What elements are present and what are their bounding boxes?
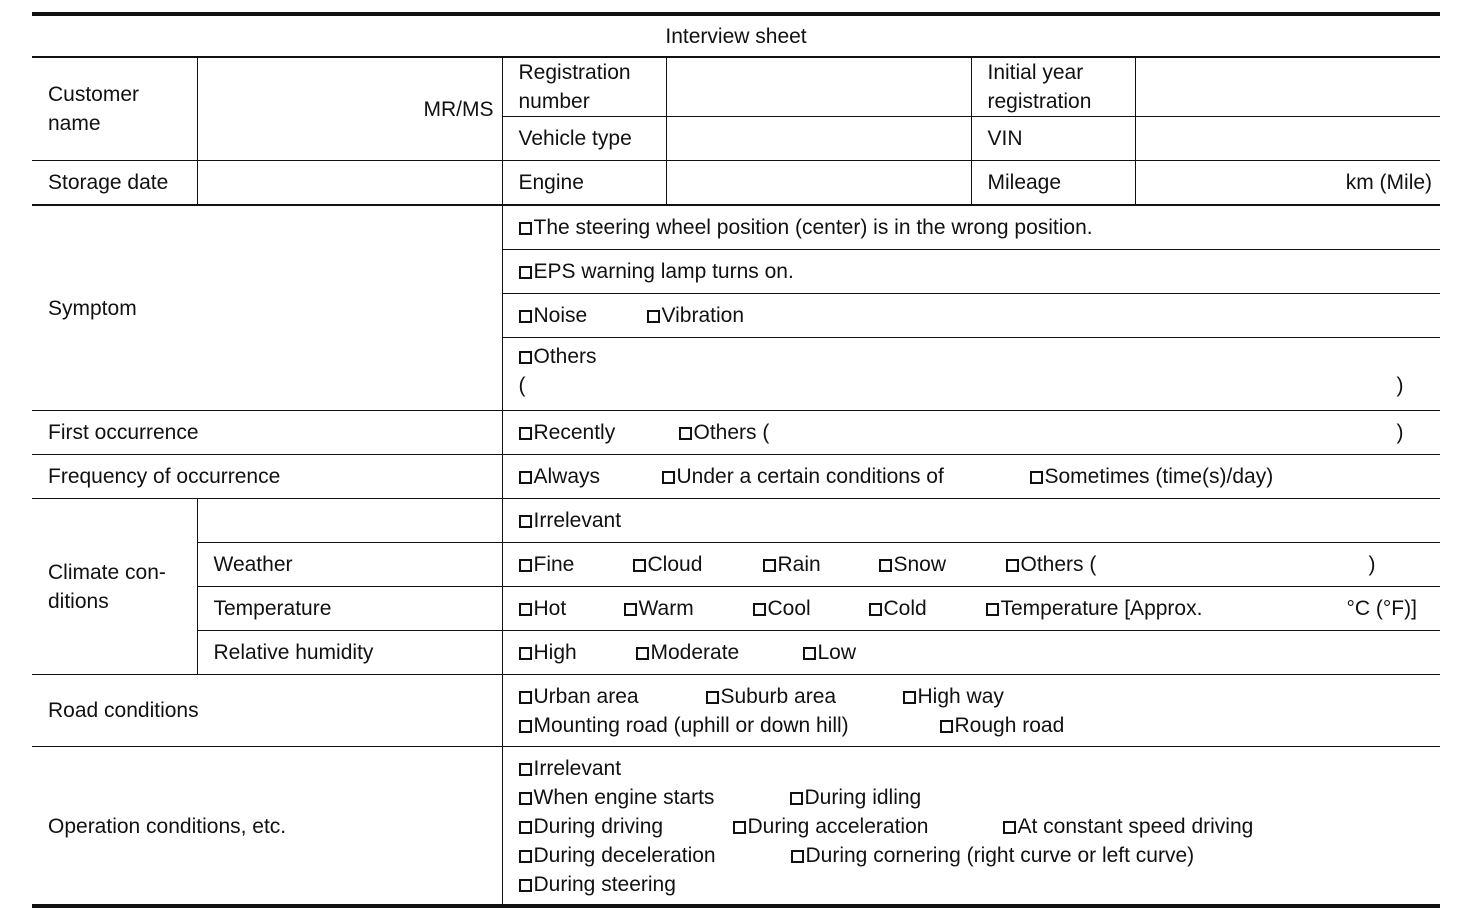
option-label: During acceleration (747, 815, 929, 839)
option-label: The steering wheel position (center) is in the wrong position. (533, 216, 1093, 239)
checkbox[interactable] (519, 310, 532, 323)
option-label: Mounting road (uphill or down hill) (533, 713, 849, 737)
operation-cornering[interactable] (791, 841, 1195, 870)
sheet-title: Interview sheet (665, 24, 807, 48)
temperature-hot[interactable] (519, 594, 624, 623)
operation-constant[interactable] (1003, 812, 1254, 841)
checkbox[interactable] (519, 879, 532, 892)
vin-field[interactable] (1135, 117, 1440, 161)
option-label: Urban area (533, 684, 639, 708)
registration-number-label: Registration number (502, 57, 666, 117)
symptom-eps-option[interactable] (502, 250, 1440, 294)
vehicle-type-label: Vehicle type (502, 117, 666, 161)
checkbox[interactable] (519, 351, 532, 364)
temperature-warm[interactable] (624, 594, 753, 623)
customer-suffix: MR/MS (423, 97, 494, 121)
checkbox[interactable] (519, 427, 532, 440)
weather-snow[interactable] (879, 550, 1006, 579)
weather-fine[interactable] (519, 550, 633, 579)
option-label: During cornering (right curve or left curve) (805, 844, 1195, 868)
road-line-2 (519, 711, 1441, 740)
symptom-noise-option[interactable] (519, 301, 647, 330)
checkbox[interactable] (803, 647, 816, 660)
checkbox[interactable] (869, 603, 882, 616)
bottom-rule (32, 904, 1440, 908)
option-label: Recently (533, 421, 616, 444)
operation-idling[interactable] (790, 783, 922, 812)
checkbox[interactable] (647, 310, 660, 323)
mileage-field[interactable] (1135, 161, 1440, 206)
option-label: During steering (533, 873, 676, 897)
road-suburb[interactable] (706, 682, 903, 711)
mileage-label: Mileage (971, 161, 1135, 206)
paren-close: ) (1396, 421, 1404, 444)
temperature-approx[interactable] (986, 594, 1203, 623)
first-occurrence-label: First occurrence (32, 411, 502, 455)
operation-options (502, 747, 1440, 907)
checkbox[interactable] (519, 792, 532, 805)
option-label: Fine (533, 553, 575, 576)
engine-field[interactable] (666, 161, 971, 206)
checkbox[interactable] (519, 691, 532, 704)
option-label: Suburb area (720, 684, 837, 708)
paren-close: ) (1396, 374, 1404, 397)
climate-irrelevant-option[interactable] (502, 499, 1440, 543)
first-occurrence-recently[interactable] (519, 418, 679, 447)
checkbox[interactable] (519, 603, 532, 616)
option-label: Snow (893, 553, 947, 576)
vehicle-type-field[interactable] (666, 117, 971, 161)
operation-steering[interactable] (519, 870, 676, 899)
road-urban[interactable] (519, 682, 706, 711)
frequency-conditions[interactable] (662, 462, 1030, 491)
checkbox[interactable] (519, 471, 532, 484)
operation-deceleration[interactable] (519, 841, 791, 870)
option-label: Sometimes (time(s)/day) (1044, 465, 1274, 488)
option-label: Rain (777, 553, 821, 576)
humidity-high[interactable] (519, 638, 636, 667)
vin-label: VIN (971, 117, 1135, 161)
option-label: Always (533, 465, 601, 488)
checkbox[interactable] (986, 603, 999, 616)
operation-line-5 (519, 870, 1441, 899)
symptom-others-field[interactable] (519, 371, 1441, 400)
checkbox[interactable] (753, 603, 766, 616)
temperature-cold[interactable] (869, 594, 986, 623)
operation-irrelevant[interactable] (519, 754, 622, 783)
checkbox[interactable] (940, 720, 953, 733)
weather-others[interactable] (1006, 550, 1097, 579)
road-label: Road conditions (32, 675, 502, 747)
checkbox[interactable] (633, 559, 646, 572)
weather-options (502, 543, 1440, 587)
option-label: Others ( (693, 421, 770, 444)
option-label: During driving (533, 815, 664, 839)
checkbox[interactable] (519, 515, 532, 528)
option-label: Cloud (647, 553, 703, 576)
weather-label: Weather (197, 543, 502, 587)
weather-cloud[interactable] (633, 550, 763, 579)
first-occurrence-options (502, 411, 1440, 455)
frequency-sometimes[interactable] (1030, 462, 1274, 491)
road-options (502, 675, 1440, 747)
option-label: Rough road (954, 713, 1065, 737)
storage-date-field[interactable] (197, 161, 502, 206)
symptom-others-option[interactable] (519, 342, 1441, 371)
option-label: Vibration (661, 304, 745, 327)
option-label: Irrelevant (533, 509, 622, 532)
weather-rain[interactable] (763, 550, 879, 579)
checkbox[interactable] (519, 266, 532, 279)
checkbox[interactable] (679, 427, 692, 440)
operation-line-3 (519, 812, 1441, 841)
option-label: High way (917, 684, 1004, 708)
storage-date-label: Storage date (32, 161, 197, 206)
frequency-always[interactable] (519, 462, 662, 491)
checkbox[interactable] (706, 691, 719, 704)
option-label: At constant speed driving (1017, 815, 1254, 839)
option-label: Hot (533, 597, 567, 620)
checkbox[interactable] (519, 647, 532, 660)
checkbox[interactable] (879, 559, 892, 572)
symptom-vibration-option[interactable] (647, 301, 745, 330)
temperature-unit: °C (°F)] (1346, 597, 1417, 620)
checkbox[interactable] (519, 763, 532, 776)
symptom-others-cell (502, 338, 1440, 411)
temperature-options (502, 587, 1440, 631)
option-label: During deceleration (533, 844, 716, 868)
road-line-1 (519, 682, 1441, 711)
customer-name-label: Customer name (32, 57, 197, 161)
symptom-label: Symptom (32, 205, 502, 411)
initial-year-registration-label: Initial year registration (971, 57, 1135, 117)
humidity-label: Relative humidity (197, 631, 502, 675)
checkbox[interactable] (519, 850, 532, 863)
option-label: Moderate (650, 641, 740, 664)
option-label: When engine starts (533, 786, 715, 810)
temperature-label: Temperature (197, 587, 502, 631)
initial-year-registration-field[interactable] (1135, 57, 1440, 117)
road-rough[interactable] (940, 711, 1065, 740)
frequency-options (502, 455, 1440, 499)
operation-driving[interactable] (519, 812, 733, 841)
option-label: Others ( (1020, 553, 1097, 576)
symptom-steering-option[interactable] (502, 205, 1440, 250)
option-label: Irrelevant (533, 757, 622, 781)
checkbox[interactable] (636, 647, 649, 660)
humidity-moderate[interactable] (636, 638, 803, 667)
checkbox[interactable] (1030, 471, 1043, 484)
option-label: EPS warning lamp turns on. (533, 260, 794, 283)
option-label: Low (817, 641, 857, 664)
registration-number-field[interactable] (666, 57, 971, 117)
mileage-unit: km (Mile) (1345, 171, 1433, 194)
operation-label: Operation conditions, etc. (32, 747, 502, 907)
operation-line-1 (519, 754, 1441, 783)
interview-table (32, 16, 1440, 907)
checkbox[interactable] (1006, 559, 1019, 572)
option-label: High (533, 641, 577, 664)
first-occurrence-others[interactable] (679, 418, 770, 447)
symptom-noise-vibration-row (502, 294, 1440, 338)
option-label: Cool (767, 597, 811, 620)
checkbox[interactable] (519, 720, 532, 733)
option-label: Temperature [Approx. (1000, 597, 1203, 620)
operation-engine-starts[interactable] (519, 783, 790, 812)
checkbox[interactable] (763, 559, 776, 572)
option-label: Warm (638, 597, 694, 620)
engine-label: Engine (502, 161, 666, 206)
humidity-options (502, 631, 1440, 675)
option-label: Cold (883, 597, 927, 620)
checkbox[interactable] (519, 821, 532, 834)
paren-open: ( (518, 374, 526, 397)
climate-blank-cell (197, 499, 502, 543)
checkbox[interactable] (662, 471, 675, 484)
road-mounting[interactable] (519, 711, 940, 740)
paren-close: ) (1368, 553, 1376, 576)
operation-acceleration[interactable] (733, 812, 1003, 841)
temperature-cool[interactable] (753, 594, 869, 623)
option-label: Others (533, 345, 597, 368)
checkbox[interactable] (519, 559, 532, 572)
checkbox[interactable] (624, 603, 637, 616)
road-highway[interactable] (903, 682, 1004, 711)
climate-label: Climate con- ditions (32, 499, 197, 675)
customer-name-field[interactable] (197, 57, 502, 161)
humidity-low[interactable] (803, 638, 857, 667)
checkbox[interactable] (1003, 821, 1016, 834)
option-label: Noise (533, 304, 588, 327)
operation-line-2 (519, 783, 1441, 812)
checkbox[interactable] (790, 792, 803, 805)
checkbox[interactable] (519, 222, 532, 235)
option-label: Under a certain conditions of (676, 465, 944, 488)
checkbox[interactable] (903, 691, 916, 704)
checkbox[interactable] (791, 850, 804, 863)
option-label: During idling (804, 786, 922, 810)
frequency-label: Frequency of occurrence (32, 455, 502, 499)
checkbox[interactable] (733, 821, 746, 834)
operation-line-4 (519, 841, 1441, 870)
